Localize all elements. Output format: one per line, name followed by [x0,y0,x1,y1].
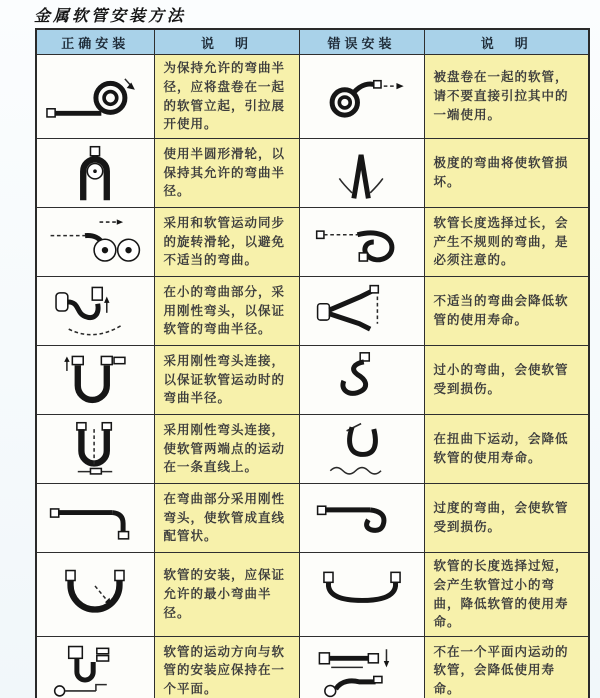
same-plane-motion-trap-diagram-icon [39,642,152,698]
too-short-hose-diagram-icon [302,566,422,624]
wrong-description: 过小的弯曲，会使软管受到损伤。 [424,346,589,415]
correct-illustration-cell [36,415,154,484]
out-of-plane-motion-diagram-icon [302,642,422,698]
wrong-description: 极度的弯曲将使软管损坏。 [424,139,589,208]
improper-bend-fork-diagram-icon [302,282,422,340]
minimum-bend-radius-u-diagram-icon [39,566,152,624]
correct-illustration-cell [36,55,154,139]
correct-illustration-cell [36,553,154,637]
column-header-correct-description: 说 明 [154,29,299,55]
table-row [36,415,589,484]
wrong-description: 软管长度选择过长，会产生不规则的弯曲，是必须注意的。 [424,208,589,277]
rigid-elbow-u-bend-diagram-icon [39,351,152,409]
correct-description: 在小的弯曲部分，采用刚性弯头，以保证软管的弯曲半径。 [154,277,299,346]
page-title: 金属软管安装方法 [34,6,187,25]
aligned-endpoints-u-diagram-icon [39,420,152,478]
correct-illustration-cell [36,208,154,277]
wrong-illustration-cell [299,277,424,346]
too-small-bend-hook-diagram-icon [302,351,422,409]
table-row [36,208,589,277]
twisted-motion-diagram-icon [302,420,422,478]
correct-description: 为保持允许的弯曲半径，应将盘卷在一起的软管立起，引拉展开使用。 [154,55,299,139]
table-row [36,139,589,208]
table-row [36,553,589,637]
correct-illustration-cell [36,346,154,415]
correct-description: 采用刚性弯头连接，使软管两端点的运动在一条直线上。 [154,415,299,484]
wrong-illustration-cell [299,553,424,637]
correct-illustration-cell [36,139,154,208]
correct-description: 使用半圆形滑轮，以保持其允许的弯曲半径。 [154,139,299,208]
table-row [36,637,589,698]
column-header-correct-install: 正确安装 [36,29,154,55]
wrong-description: 不在一个平面内运动的软管，会降低使用寿命。 [424,637,589,698]
overlong-hose-irregular-bend-diagram-icon [302,213,422,271]
correct-description: 软管的安装，应保证允许的最小弯曲半径。 [154,553,299,637]
correct-description: 软管的运动方向与软管的安装应保持在一个平面。 [154,637,299,698]
table-row [36,484,589,553]
table-row [36,55,589,139]
wrong-illustration-cell [299,484,424,553]
table-row [36,346,589,415]
correct-illustration-cell [36,637,154,698]
wrong-description: 在扭曲下运动，会降低软管的使用寿命。 [424,415,589,484]
wrong-illustration-cell [299,637,424,698]
column-header-wrong-description: 说 明 [424,29,589,55]
table-row [36,277,589,346]
straight-piping-rigid-elbow-diagram-icon [39,489,152,547]
wrong-illustration-cell [299,415,424,484]
wrong-illustration-cell [299,139,424,208]
correct-description: 在弯曲部分采用刚性弯头，使软管成直线配管状。 [154,484,299,553]
correct-illustration-cell [36,277,154,346]
extreme-bend-diagram-icon [302,144,422,202]
column-header-wrong-install: 错误安装 [299,29,424,55]
wrong-description: 不适当的弯曲会降低软管的使用寿命。 [424,277,589,346]
coiled-hose-uncoil-diagram-icon [39,68,152,126]
wrong-illustration-cell [299,208,424,277]
correct-description: 采用和软管运动同步的旋转滑轮，以避免不适当的弯曲。 [154,208,299,277]
wrong-description: 软管的长度选择过短，会产生软管过小的弯曲，降低软管的使用寿命。 [424,553,589,637]
wrong-illustration-cell [299,346,424,415]
wrong-description: 被盘卷在一起的软管，请不要直接引拉其中的一端使用。 [424,55,589,139]
correct-description: 采用刚性弯头连接，以保证软管运动时的弯曲半径。 [154,346,299,415]
header-row [36,29,589,55]
correct-illustration-cell [36,484,154,553]
installation-methods-table [35,28,590,698]
excessive-bend-diagram-icon [302,489,422,547]
coiled-hose-pulled-end-diagram-icon [302,68,422,126]
wrong-description: 过度的弯曲，会使软管受到损伤。 [424,484,589,553]
synchronous-rotating-pulley-diagram-icon [39,213,152,271]
wrong-illustration-cell [299,55,424,139]
rigid-elbow-small-bend-diagram-icon [39,282,152,340]
semicircular-pulley-diagram-icon [39,144,152,202]
table-body [36,55,589,698]
